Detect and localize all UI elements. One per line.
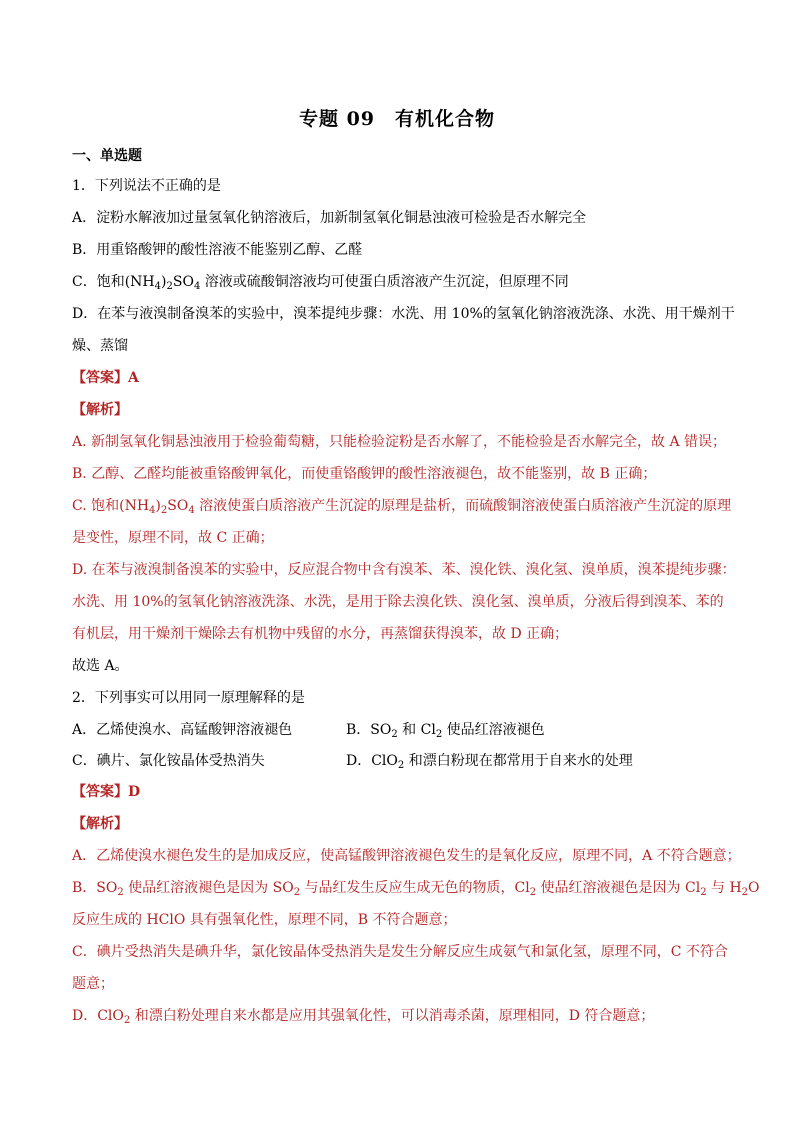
question-2-analysis-c-line2: 题意； <box>72 976 114 992</box>
question-2-options-row1 <box>72 720 732 740</box>
document-title: 专题 09 有机化合物 <box>298 108 496 130</box>
question-1-analysis-c-line1: C. 饱和$(NH_4)_2SO_4$ 溶液使蛋白质溶液产生沉淀的原理是盐析，而硫酸铜溶液使蛋白质溶液产生沉淀的原理 <box>72 498 732 516</box>
question-2-option-b: B．$SO_2$ 和 $Cl_2$ 使品红溶液褪色 <box>346 722 545 740</box>
question-2-option-d: D．ClO$_2$ 和漂白粉现在都常用于自来水的处理 <box>346 753 633 771</box>
question-2-analysis-c-line1: C．碘片受热消失是碘升华，氯化铵晶体受热消失是发生分解反应生成氨气和氯化氢，原理不同，C 不符合 <box>72 944 728 960</box>
question-1-analysis-b: B. 乙醇、乙醛均能被重铬酸钾氧化，而使重铬酸钾的酸性溶液褪色，故不能鉴别，故 B 正确； <box>72 466 657 482</box>
question-1-stem: 1．下列说法不正确的是 <box>72 178 221 194</box>
question-1-analysis-d-line3: 有机层，用干燥剂干燥除去有机物中残留的水分，再蒸馏获得溴苯，故 D 正确； <box>72 626 569 642</box>
question-1-option-d-line1: D．在苯与液溴制备溴苯的实验中，溴苯提纯步骤：水洗、用 10%的氢氧化钠溶液洗涤、水洗、用干燥剂干 <box>72 306 735 322</box>
question-2-analysis-d: D．ClO$_2$ 和漂白粉处理自来水都是应用其强氧化性，可以消毒杀菌，原理相同，D 符合题意； <box>72 1008 655 1026</box>
question-2-analysis-b-line2: 反应生成的 HClO 具有强氧化性，原理不同，B 不符合题意； <box>72 912 457 928</box>
question-1-option-d-line2: 燥、蒸馏 <box>72 338 128 354</box>
question-2-options-row2 <box>72 751 732 771</box>
section-heading: 一、单选题 <box>72 148 142 164</box>
question-1-option-c: C．饱和$(NH_4)_2SO_4$ 溶液或硫酸铜溶液均可使蛋白质溶液产生沉淀，但原理不同 <box>72 274 569 292</box>
question-2-analysis-a: A．乙烯使溴水褪色发生的是加成反应，使高锰酸钾溶液褪色发生的是氧化反应，原理不同，A 不符合题意； <box>72 848 741 864</box>
question-1-answer: 【答案】A <box>72 370 139 386</box>
question-2-option-c: C．碘片、氯化铵晶体受热消失 <box>72 753 265 769</box>
question-2-option-a: A．乙烯使溴水、高锰酸钾溶液褪色 <box>72 722 293 738</box>
question-1-analysis-a: A. 新制氢氧化铜悬浊液用于检验葡萄糖，只能检验淀粉是否水解了，不能检验是否水解完全，故 A 错误； <box>72 434 727 450</box>
question-2-analysis-b-line1: B．$SO_2$ 使品红溶液褪色是因为 $SO_2$ 与品红发生反应生成无色的物质，$Cl_2$ 使品红溶液褪色是因为 $Cl_2$ 与 $H_2O$ <box>72 880 760 898</box>
question-1-analysis-d-line1: D. 在苯与液溴制备溴苯的实验中，反应混合物中含有溴苯、苯、溴化铁、溴化氢、溴单质，溴苯提纯步骤： <box>72 562 736 578</box>
question-1-conclusion: 故选 A。 <box>72 658 129 674</box>
question-1-option-a: A．淀粉水解液加过量氢氧化钠溶液后，加新制氢氧化铜悬浊液可检验是否水解完全 <box>72 210 587 226</box>
question-2-analysis-tag: 【解析】 <box>72 816 128 832</box>
question-1-analysis-tag: 【解析】 <box>72 402 128 418</box>
question-1-analysis-c-line2: 是变性，原理不同，故 C 正确； <box>72 530 274 546</box>
question-2-answer: 【答案】D <box>72 784 141 800</box>
question-2-stem: 2．下列事实可以用同一原理解释的是 <box>72 690 305 706</box>
question-1-option-b: B．用重铬酸钾的酸性溶液不能鉴别乙醇、乙醛 <box>72 242 363 258</box>
question-1-analysis-d-line2: 水洗、用 10%的氢氧化钠溶液洗涤、水洗，是用于除去溴化铁、溴化氢、溴单质，分液后得到溴苯、苯的 <box>72 594 724 610</box>
